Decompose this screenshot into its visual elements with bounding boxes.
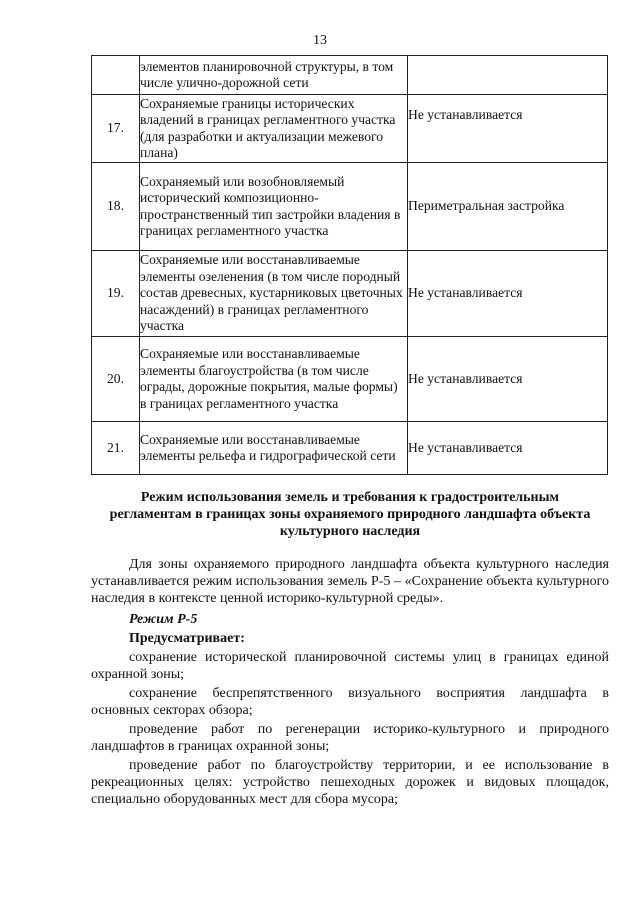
- intro-paragraph: Для зоны охраняемого природного ландшафта объекта культурного наследия устанавливается режим использования земель Р-5 – «Сохранение объекта культурного наследия в контексте ценной историко-культурной среды».: [91, 557, 609, 606]
- row-value: Не устанавливается: [408, 95, 608, 163]
- mode-title: Режим Р-5: [129, 612, 198, 627]
- row-value: Не устанавливается: [408, 337, 608, 422]
- table-row: [92, 251, 608, 337]
- row-number: 21.: [92, 422, 140, 475]
- row-description: Сохраняемый или возобновляемый исторический композиционно-пространственный тип застройки владения в границах регламентного участка: [140, 163, 408, 251]
- row-number: 17.: [92, 95, 140, 163]
- row-description: Сохраняемые или восстанавливаемые элементы рельефа и гидрографической сети: [140, 422, 408, 475]
- section-body: [91, 556, 609, 810]
- row-description: Сохраняемые границы исторических владений в границах регламентного участка (для разработки и актуализации межевого плана): [140, 95, 408, 163]
- row-value: Не устанавливается: [408, 422, 608, 475]
- table-row: [92, 422, 608, 475]
- row-description: элементов планировочной структуры, в том числе улично-дорожной сети: [140, 56, 408, 95]
- row-value: Периметральная застройка: [408, 163, 608, 251]
- list-item: проведение работ по благоустройству территории, и ее использование в рекреационных целях: устройство пешеходных дорожек и видовых площадок, специально оборудованных мест для сбора мусора;: [91, 758, 609, 807]
- table-row: [92, 56, 608, 95]
- table-row: [92, 337, 608, 422]
- row-number: 20.: [92, 337, 140, 422]
- row-description: Сохраняемые или восстанавливаемые элементы благоустройства (в том числе ограды, дорожные покрытия, малые формы) в границах регламентного участка: [140, 337, 408, 422]
- row-description: Сохраняемые или восстанавливаемые элементы озеленения (в том числе породный состав древесных, кустарниковых цветочных насаждений) в границах регламентного участка: [140, 251, 408, 337]
- row-number: 18.: [92, 163, 140, 251]
- page-number: 13: [313, 33, 327, 48]
- row-number: 19.: [92, 251, 140, 337]
- row-number: [92, 56, 140, 95]
- regulation-table: [91, 55, 608, 475]
- section-title: Режим использования земель и требования к градостроительным регламентам в границах зоны охраняемого природного ландшафта объекта культурного наследия: [109, 490, 591, 539]
- row-value: [408, 56, 608, 95]
- provides-label: Предусматривает:: [129, 631, 245, 646]
- table-row: [92, 95, 608, 163]
- list-item: сохранение исторической планировочной системы улиц в границах единой охранной зоны;: [91, 650, 609, 682]
- row-value: Не устанавливается: [408, 251, 608, 337]
- list-item: проведение работ по регенерации историко-культурного и природного ландшафтов в границах охранной зоны;: [91, 722, 609, 754]
- list-item: сохранение беспрепятственного визуального восприятия ландшафта в основных секторах обзора;: [91, 686, 609, 718]
- table-row: [92, 163, 608, 251]
